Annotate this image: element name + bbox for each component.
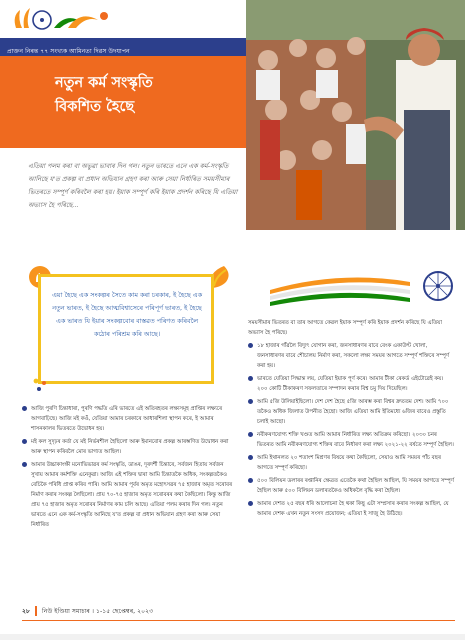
- list-item: [248, 476, 455, 496]
- list-item: [248, 397, 455, 427]
- title-line-1: নতুন কৰ্ম সংস্কৃতি: [55, 75, 153, 91]
- intro-paragraph: এতিয়া পলম কৰা বা অভুৱা ভাবাৰ দিন গল। নতুন ভাৰতে এনে এক কৰ্ম-সংস্কৃতি আনিছে য'ত প্ৰকল্প বা প্ৰধান অভিযান গ্ৰহণ কৰা আৰু সেয়া নিৰ্ধাৰিত সময়সীমাৰ ভিতৰতে সম্পূৰ্ণ কৰিবলৈ কৰা হয়। ইয়াক সম্পূৰ্ণ কৰি ইয়াক প্ৰদৰ্শন কৰিছে যি এতিয়া অভ্যাস হৈ পৰিছে...: [28, 162, 238, 209]
- list-item: [22, 437, 234, 457]
- header-banner-text: প্ৰাক্তন নিৰন্ত ৭৭ সংখ্যক আমিনতা দিৱস উদযাপন: [7, 48, 130, 55]
- list-item: [22, 404, 234, 434]
- list-item: [248, 499, 455, 519]
- page-number: ২৮: [22, 608, 31, 615]
- ashoka-chakra-icon: [424, 272, 452, 300]
- right-column-lead: সময়সীমাৰ ভিতৰত বা তাৰ আগতে কেৱল ইয়াক সম্পূৰ্ণ কৰি ইয়াক প্ৰদৰ্শন কৰিছে যি এতিয়া অভ্যাস হৈ পৰিছে।: [248, 320, 442, 336]
- list-item-text: ভাৰতে যেতিয়া সিদ্ধান্ত লয়, যেতিয়া ইয়াক পূৰ্ণ কৰে। আমাৰ টীকা ৰেকৰ্ড এইটোৱেই কয়। ২০০ কোটি টীকাকৰণ সফলতাৰে সম্পাদন কৰাৰ বিশ্ব চমু দিয় দিয়েছিল।: [257, 376, 444, 392]
- page-title: [55, 71, 153, 119]
- bullet-dot-icon: [248, 432, 253, 437]
- bullet-dot-icon: [248, 376, 253, 381]
- list-item: [248, 453, 455, 473]
- list-item-text: ৫০০ বিলিয়ন ডলাৰৰ ৰপ্তানিৰ ক্ষেত্ৰত এতেকৈ কথা হৈছিল আছিল, যি সময়ৰ আগতে সম্পূৰ্ণ হৈছিল আৰু ৫০০ বিলিয়ন ডলাৰতকৈও অধিকলৈ বৃদ্ধি কৰা হৈছিল।: [257, 478, 454, 494]
- footer-rule: [22, 620, 455, 621]
- bullet-dot-icon: [22, 439, 27, 444]
- header-banner: [0, 38, 250, 56]
- bullet-dot-icon: [248, 501, 253, 506]
- bullet-dot-icon: [22, 406, 27, 411]
- bullet-dot-icon: [248, 343, 253, 348]
- left-column: [22, 404, 234, 533]
- flag-swoosh-decoration: [270, 268, 460, 308]
- list-item-text: আমাৰ দেশত ২৫ বছৰ ধৰি আলোচনা হৈ থকা কিছু এটা সম্প্ৰসাৰ কৰাৰ সংকল্প আছিল, যে আমাৰ দেশক এখন নতুন সংসদ প্ৰয়োজন; এতিয়া ই সাজু হৈ উঠিছে।: [257, 501, 449, 517]
- list-item: [248, 430, 455, 450]
- bullet-dot-icon: [248, 455, 253, 460]
- list-item: [248, 341, 455, 371]
- list-item: [248, 374, 455, 394]
- list-item-text: নবীকৰণযোগ্য শক্তি খণ্ডত আমি আমাৰ নিৰ্ধাৰিত লক্ষ্য অতিক্ৰম কৰিছো। ২০৩০ চনৰ ভিতৰত আমি নবীকৰণযোগ্য শক্তিৰ বাবে নিৰ্ধাৰণ কৰা লক্ষ্য ২০২১-২২ বৰ্ষতে সম্পূৰ্ণ হৈছিল।: [257, 432, 454, 448]
- list-item-text: আজি পুৰণি চিন্তাধাৰা, পুৰণি পদ্ধতি এৰি ভাৰতে এই অতিৰহতৰ লক্ষ্যসমূহ প্ৰাপ্তিৰ লক্ষ্যৰে আগবাঢ়িছে। আজি মই কওঁ, যেতিয়া আমাৰ চৰকাৰে আধাৰশিলা স্থাপন কৰে, ই আমাৰ শাসনকালৰ ভিতৰতে উদ্বোধন হয়।: [31, 406, 223, 432]
- list-item-text: ১৮ হাজাৰ গাঁৱলৈ বিদ্যুৎ যোগান কৰা, জনসাধাৰণৰ বাবে বেংক একাউণ্ট খোলা, জনসাধাৰণৰ বাবে শৌচালয় নিৰ্মাণ কৰা, সকলো লক্ষ্য সময়ৰ আগতে সম্পূৰ্ণ শক্তিৰে সম্পূৰ্ণ কৰা হয়।: [257, 343, 450, 369]
- footer-separator: [35, 606, 37, 616]
- quote-text: এয়া হৈছে এক সংকল্পৰ সৈতে কাম কৰা চৰকাৰ, ই হৈছে এক নতুন ভাৰত, ই হৈছে আত্মবিশ্বাসেৰে পৰিপূৰ্ণ ভাৰত, ই হৈছে এক ভাৰত যি ইয়াৰ সংকল্পবোৰ বাস্তৱত পৰিণত কৰিবলৈ কঠোৰ পৰিশ্ৰম কৰি আছে।: [51, 291, 203, 338]
- bullet-dot-icon: [248, 399, 253, 404]
- title-block: [0, 56, 246, 148]
- list-item-text: আমাৰ উচ্চাকাংক্ষী মনোভিভাৱৰ কৰ্ম সংস্কৃতি, ডাঙৰ, দূৰদৰ্শী চিন্তাৰে, সৰ্বজন হিতায় সৰ্বজন সুখায় আমাৰ কৰ্মশক্তি এনেকুৱা। আজি এই শক্তিৰ দ্বাৰা আমি চিন্তাতকৈ অধিক, সংকল্পতকৈও বেচিকৈ পৰিধি প্ৰাপ্ত কৰিব পাৰি। আমি আমাৰ পূৰ্বৰ অমৃত মহোৎসৱৰ ৭৫ হাজাৰ অমৃত সৰোবৰ নিৰ্মাণ কৰাৰ সংকল্প লৈছিলো। প্ৰায় ৭০-৭৫ হাজাৰ অমৃত সৰোবৰৰ কথা কৈছিলো। কিন্তু আজি প্ৰায় ৭৫ হাজাৰ অমৃত সৰোবৰ নিৰ্মাণৰ কাম চলি আছে। এতিয়া পলম কৰাৰ দিন গল। নতুন ভাৰতে এনে এক কৰ্ম-সংস্কৃতি আনিছে য'ত প্ৰকল্প বা প্ৰধান অভিযান গ্ৰহণ কৰা আৰু সেয়া নিৰ্ধাৰিত: [31, 462, 233, 528]
- list-item-text: আমি ইথানলত ২০ শতাংশ মিশ্ৰণৰ বিষয়ে কথা কৈছিলো, সেয়াও আমি সময়ৰ পাঁচ বছৰ আগতে সম্পূৰ্ণ কৰিছো।: [257, 455, 441, 471]
- page-bottom-band: [0, 634, 465, 640]
- amrit-mahotsav-emblem-icon: [6, 4, 118, 36]
- quote-box: [38, 274, 214, 384]
- publication-info: নিউ ইণ্ডিয়া সমাচাৰ । ১-১৫ ছেপ্তেম্বৰ, ২০২৩: [42, 608, 154, 615]
- list-item-text: মই কল সুদৃঢ়ৰ কৰ্তা যে মই নিৰ্ভৰশীল হৈছিলো আৰু ইমানবোৰ প্ৰকল্প আৰম্ভণিত উদ্বোধন কৰা আৰু স্থাপন কৰিবলৈ মোৰ ভাগ্যত আছিল।: [31, 439, 229, 455]
- title-line-2: বিকশিত হৈছে: [55, 99, 135, 115]
- bullet-dot-icon: [22, 462, 27, 467]
- crowd-photo: [246, 0, 465, 230]
- bullet-dot-icon: [248, 478, 253, 483]
- right-column: [248, 318, 455, 522]
- list-item: [22, 460, 234, 530]
- decorative-dots-icon: [32, 377, 48, 393]
- list-item-text: আমি ৫জি উলিয়াইছিলো। দেশ দেশ হৈছে ৫জি আৰম্ভ কৰা বিশ্বৰ দ্ৰুততম দেশ। আমি ৭০০ তকৈও অধিক জিলাত উপনীত হৈছো। আজি এতিয়া আমি ইতিমধ্যে ৬জিৰ বাবেও প্ৰস্তুতি চলাই আছো।: [257, 399, 449, 425]
